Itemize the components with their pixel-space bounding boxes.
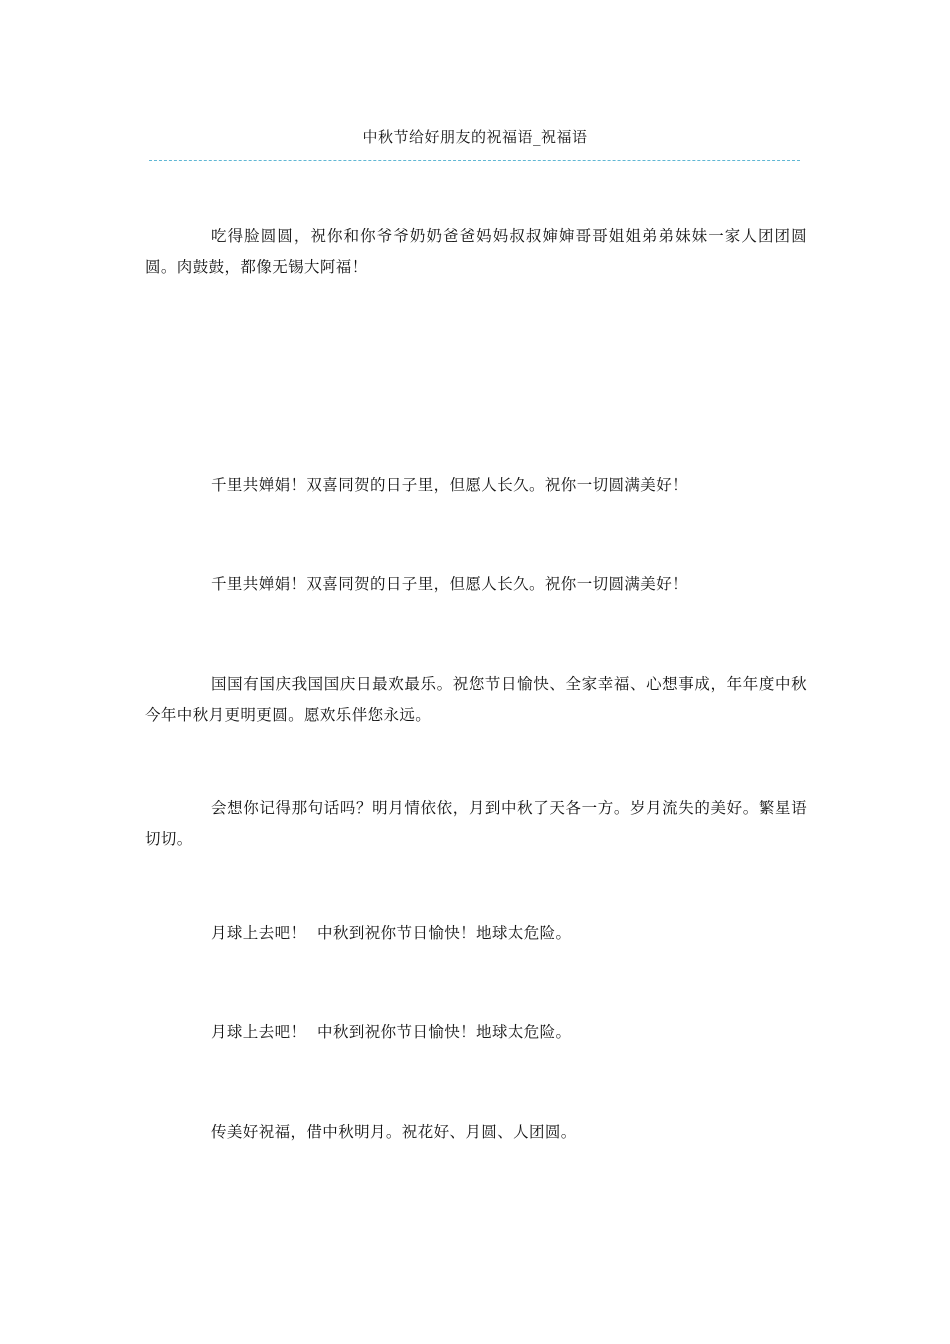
paragraph: 千里共婵娟！双喜同贺的日子里，但愿人长久。祝你一切圆满美好！: [211, 476, 689, 494]
paragraph: 吃得脸圆圆，祝你和你爷爷奶奶爸爸妈妈叔叔婶婶哥哥姐姐弟弟妹妹一家人团团圆圆。肉鼓鼓，都像无锡大阿福！: [145, 227, 807, 276]
paragraph: 国国有国庆我国国庆日最欢最乐。祝您节日愉快、全家幸福、心想事成，年年度中秋今年中秋月更明更圆。愿欢乐伴您永远。: [145, 675, 807, 724]
paragraph: 千里共婵娟！双喜同贺的日子里，但愿人长久。祝你一切圆满美好！: [211, 575, 689, 593]
paragraph: 月球上去吧！ 中秋到祝你节日愉快！地球太危险。: [211, 1023, 572, 1041]
title-divider: [149, 160, 800, 161]
paragraph: 传美好祝福，借中秋明月。祝花好、月圆、人团圆。: [211, 1123, 577, 1141]
page-title: 中秋节给好朋友的祝福语_祝福语: [362, 128, 588, 146]
paragraph: 月球上去吧！ 中秋到祝你节日愉快！地球太危险。: [211, 924, 572, 942]
paragraph: 会想你记得那句话吗？明月情依依，月到中秋了天各一方。岁月流失的美好。繁星语切切。: [145, 799, 807, 848]
